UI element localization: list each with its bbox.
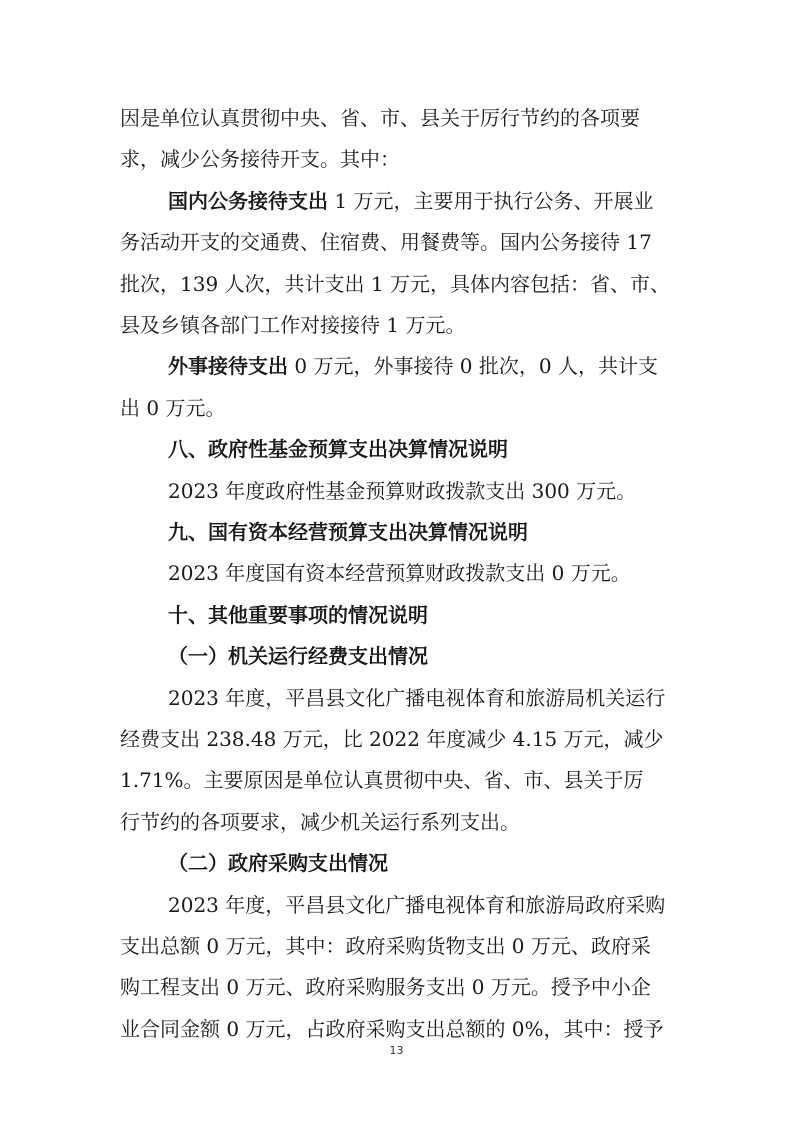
line-text: 0 万元，外事接待 0 批次，0 人，共计支 <box>288 354 658 378</box>
body-line: 出 0 万元。 <box>120 396 226 420</box>
body-line <box>168 188 653 214</box>
body-line: 2023 年度，平昌县文化广播电视体育和旅游局机关运行 <box>168 686 666 710</box>
line-text: 1 万元，主要用于执行公务、开展业 <box>328 189 654 213</box>
bold-term: 国内公务接待支出 <box>168 189 328 213</box>
subsection-heading: （一）机关运行经费支出情况 <box>168 644 428 668</box>
section-heading: 九、国有资本经营预算支出决算情况说明 <box>168 520 528 544</box>
body-line: 经费支出 238.48 万元，比 2022 年度减少 4.15 万元，减少 <box>120 727 664 751</box>
section-heading: 八、政府性基金预算支出决算情况说明 <box>168 437 508 461</box>
subsection-heading: （二）政府采购支出情况 <box>168 851 388 875</box>
body-line: 2023 年度，平昌县文化广播电视体育和旅游局政府采购 <box>168 893 666 917</box>
body-line: 2023 年度国有资本经营预算财政拨款支出 0 万元。 <box>168 561 631 585</box>
page-number: 13 <box>389 1044 404 1057</box>
body-line: 行节约的各项要求，减少机关运行系列支出。 <box>120 810 520 834</box>
body-line: 支出总额 0 万元，其中：政府采购货物支出 0 万元、政府采 <box>120 934 651 958</box>
body-line: 1.71%。主要原因是单位认真贯彻中央、省、市、县关于厉 <box>120 768 644 792</box>
body-line <box>168 353 658 379</box>
body-line: 2023 年度政府性基金预算财政拨款支出 300 万元。 <box>168 479 637 503</box>
body-line: 业合同金额 0 万元，占政府采购支出总额的 0%，其中：授予 <box>120 1017 664 1041</box>
section-heading: 十、其他重要事项的情况说明 <box>168 603 428 627</box>
body-line: 购工程支出 0 万元、政府采购服务支出 0 万元。授予中小企 <box>120 975 651 999</box>
body-line: 县及乡镇各部门工作对接接待 1 万元。 <box>120 313 466 337</box>
body-line: 求，减少公务接待开支。其中： <box>120 147 400 171</box>
body-line: 因是单位认真贯彻中央、省、市、县关于厉行节约的各项要 <box>120 106 640 130</box>
body-line: 批次，139 人次，共计支出 1 万元，具体内容包括：省、市、 <box>120 272 670 296</box>
bold-term: 外事接待支出 <box>168 354 288 378</box>
body-line: 务活动开支的交通费、住宿费、用餐费等。国内公务接待 17 <box>120 230 652 254</box>
